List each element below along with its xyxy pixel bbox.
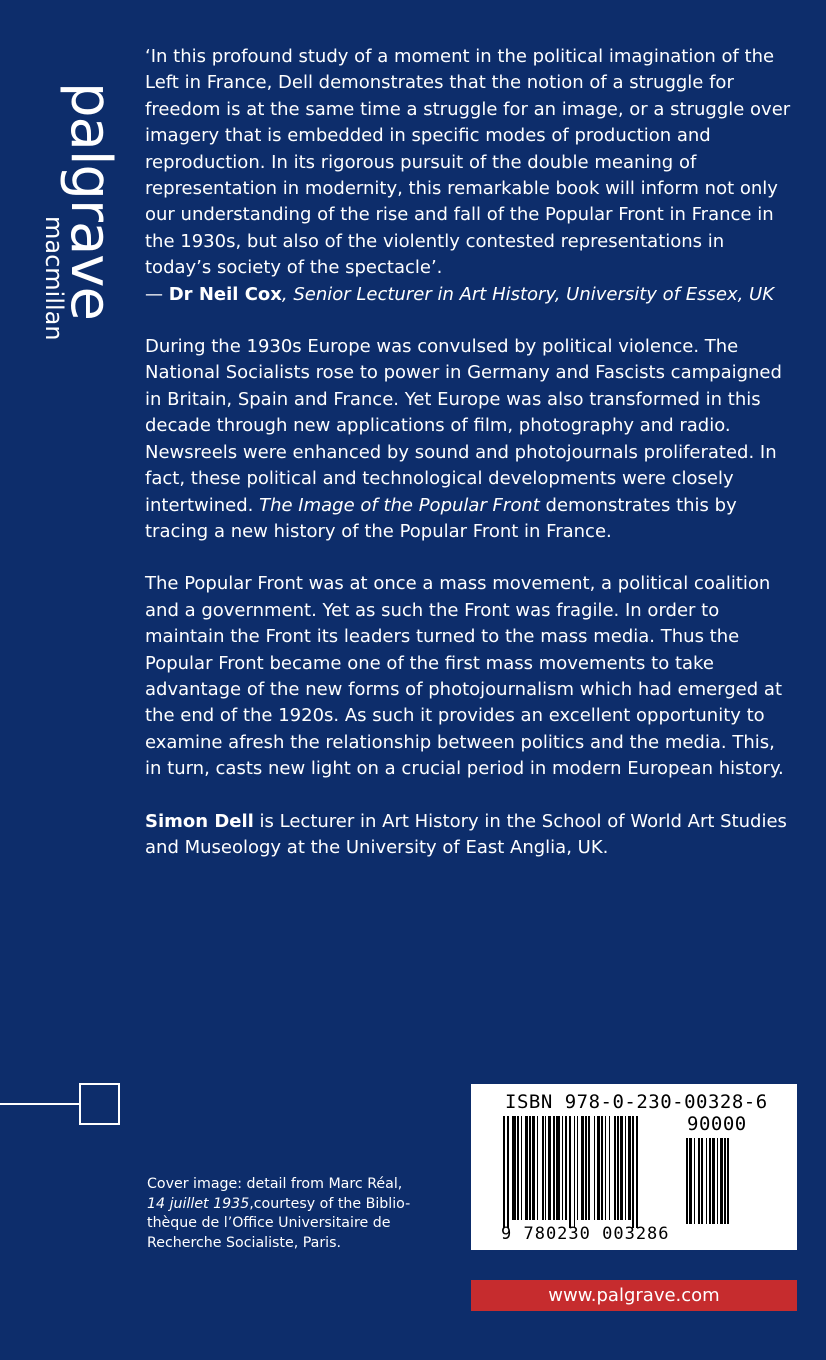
addon-barcode [686,1138,766,1228]
quote-affiliation: , Senior Lecturer in Art History, University of Essex, UK [281,283,775,305]
author-bio-text: is Lecturer in Art History in the School of World Art Studies and Museology at the University of East Anglia, UK. [145,810,787,858]
credit-artwork-title: 14 juillet 1935 [147,1195,250,1212]
description-paragraph-1 [145,334,795,545]
cover-image-credit [147,1175,412,1253]
ean-barcode [503,1116,683,1228]
publisher-url[interactable]: www.palgrave.com [471,1280,797,1311]
para1-text: During the 1930s Europe was convulsed by political violence. The National Socialists rose to power in Germany and Fascists campaigned in Britain, Spain and France. Yet Europe was also transformed in this decade through new applications of film, photography and radio. Newsreels were enhanced by sound and photojournals proliferated. In fact, these political and technological developments were closely intertwined. [145,336,782,516]
quote-author: Dr Neil Cox [168,283,282,305]
quote-attribution [145,282,795,308]
isbn-number: ISBN 978-0-230-00328-6 [505,1091,768,1113]
endorsement-quote [145,44,795,308]
price-code: 90000 [687,1113,747,1135]
logo-wordmark: palgrave [58,82,123,320]
publisher-logo [22,40,123,341]
barcode-panel [471,1084,797,1250]
author-bio [145,809,795,862]
quote-text: ‘In this profound study of a moment in the political imagination of the Left in France, Dell demonstrates that the notion of a struggle for freedom is at the same time a struggle for an image, or a struggle over imagery that is embedded in specific modes of production and reproduction. In its rigorous pursuit of the double meaning of representation in modernity, this remarkable book will inform not only our understanding of the rise and fall of the Popular Front in France in the 1930s, but also of the violently contested representations in today’s society of the spectacle’. [145,46,791,279]
credit-text: Cover image: detail from Marc Réal, [147,1176,403,1192]
blurb-text [145,44,795,887]
description-paragraph-2: The Popular Front was at once a mass movement, a political coalition and a government. Yet as such the Front was fragile. In order to maintain the Front its leaders turned to the mass media. Thus the Popular Front became one of the first mass movements to take advantage of the new forms of photojournalism which had emerged at the end of the 1920s. As such it provides an excellent opportunity to examine afresh the relationship between politics and the media. This, in turn, casts new light on a crucial period in modern European history. [145,573,784,780]
decorative-line [0,1103,80,1105]
credit-text-end: ,courtesy of the Biblio-thèque de l’Office Universitaire de Recherche Socialiste, Paris. [147,1195,411,1251]
ean-digits: 9 780230 003286 [501,1224,670,1244]
decorative-square [79,1083,120,1125]
para1-text-end: demonstrates this by tracing a new history of the Popular Front in France. [145,494,737,542]
author-name: Simon Dell [145,810,254,832]
logo-subtitle: macmillan [40,216,68,341]
attribution-dash: — [145,283,169,305]
book-title: The Image of the Popular Front [259,494,540,516]
